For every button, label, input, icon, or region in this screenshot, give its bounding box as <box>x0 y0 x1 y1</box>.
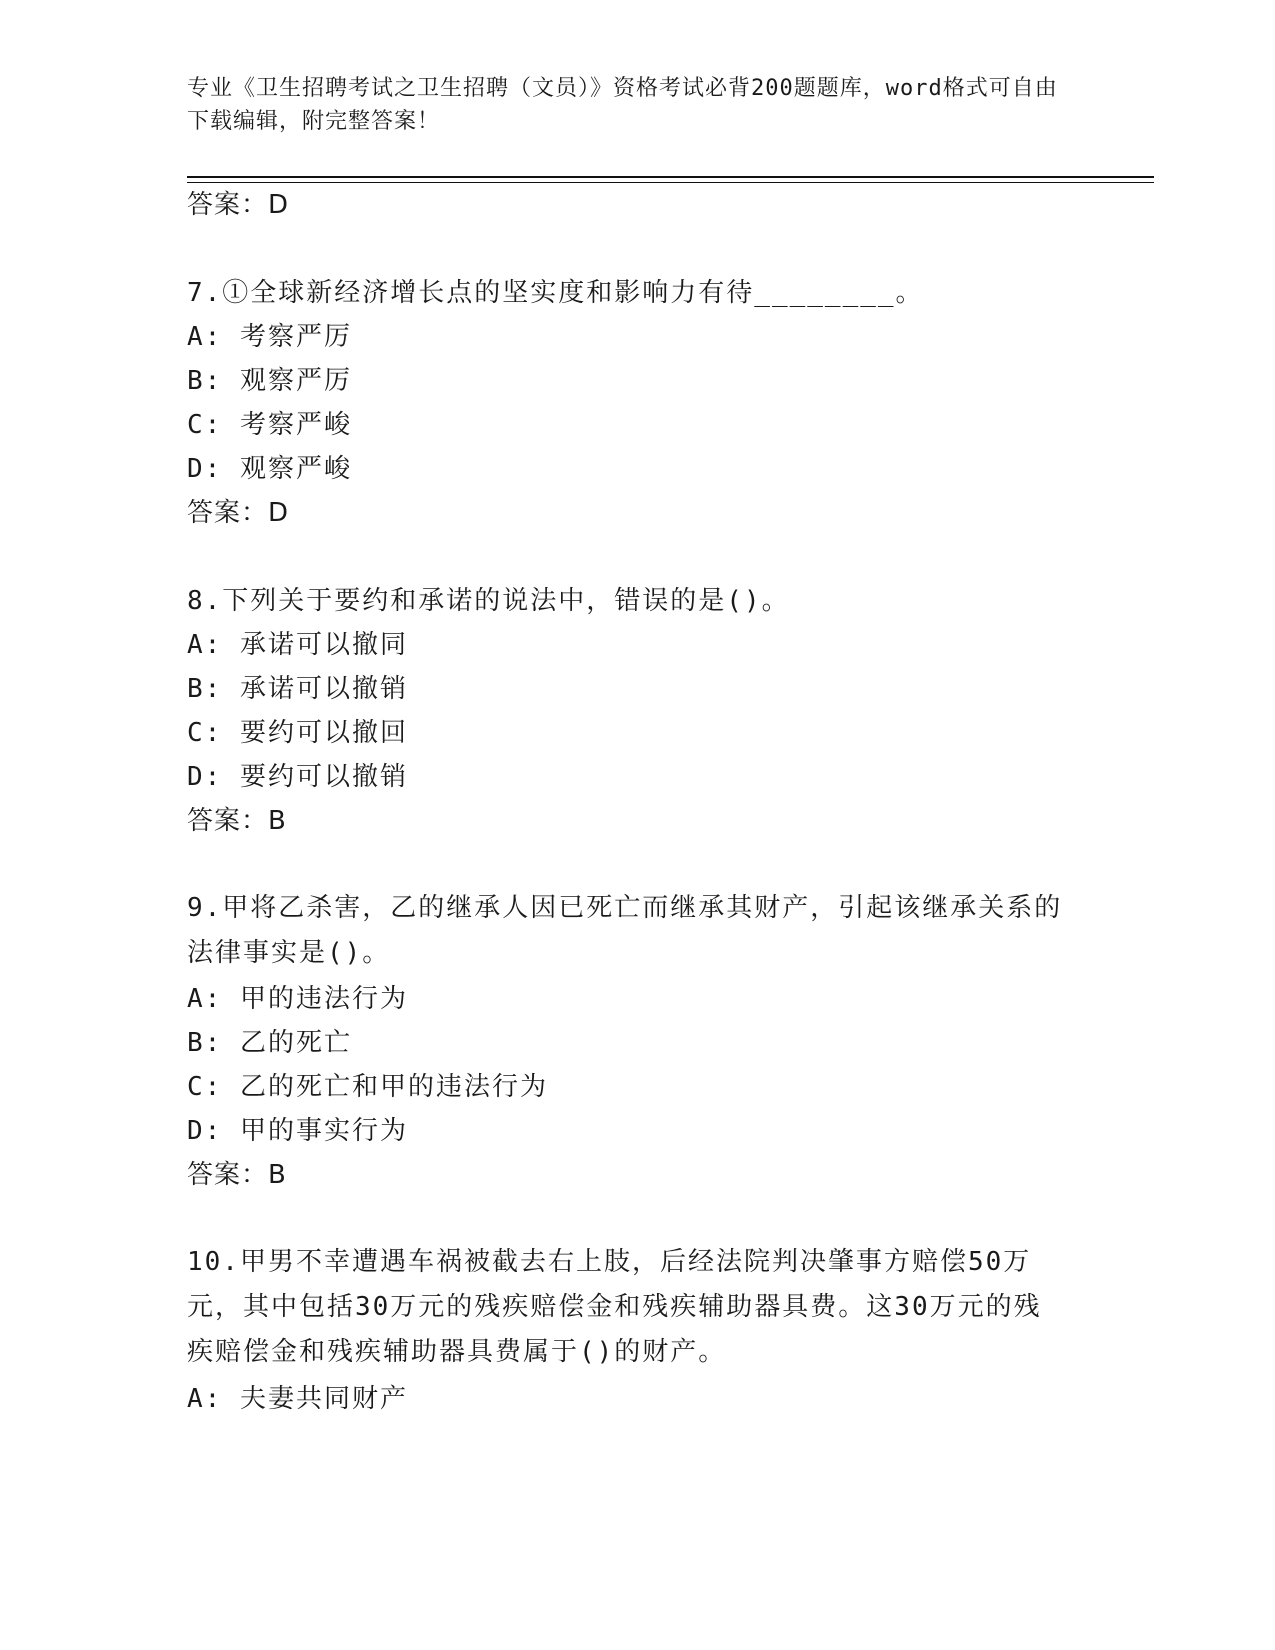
question-7-option-b: B: 观察严厉 <box>187 366 352 396</box>
question-8-option-c: C: 要约可以撤回 <box>187 718 408 748</box>
question-10-option-a: A: 夫妻共同财产 <box>187 1384 408 1414</box>
question-7-answer: 答案：D <box>187 498 290 528</box>
question-9-stem: 9.甲将乙杀害，乙的继承人因已死亡而继承其财产，引起该继承关系的法律事实是()。 <box>187 893 1063 968</box>
question-10-stem: 10.甲男不幸遭遇车祸被截去右上肢，后经法院判决肇事方赔偿50万元，其中包括30万元的残疾赔偿金和残疾辅助器具费。这30万元的残疾赔偿金和残疾辅助器具费属于()的财产。 <box>187 1247 1042 1367</box>
question-9-option-d: D: 甲的事实行为 <box>187 1116 408 1146</box>
question-7-stem: 7.①全球新经济增长点的坚实度和影响力有待________。 <box>187 278 924 308</box>
question-9-option-c: C: 乙的死亡和甲的违法行为 <box>187 1072 548 1102</box>
question-9-option-a: A: 甲的违法行为 <box>187 984 408 1014</box>
answer-line: 答案：D <box>187 190 290 220</box>
question-7-option-a: A: 考察严厉 <box>187 322 352 352</box>
question-8-option-d: D: 要约可以撤销 <box>187 762 408 792</box>
question-8-answer: 答案：B <box>187 806 287 836</box>
question-7-option-c: C: 考察严峻 <box>187 410 352 440</box>
question-8-stem: 8.下列关于要约和承诺的说法中，错误的是()。 <box>187 586 790 616</box>
question-8-option-b: B: 承诺可以撤销 <box>187 674 408 704</box>
page-header: 专业《卫生招聘考试之卫生招聘（文员）》资格考试必背200题题库，word格式可自由下载编辑，附完整答案！ <box>187 76 1058 134</box>
question-9-option-b: B: 乙的死亡 <box>187 1028 352 1058</box>
question-8-option-a: A: 承诺可以撤同 <box>187 630 408 660</box>
header-rule <box>187 176 1154 178</box>
header-rule-thin <box>187 182 1154 183</box>
question-7-option-d: D: 观察严峻 <box>187 454 352 484</box>
question-9-answer: 答案：B <box>187 1160 287 1190</box>
